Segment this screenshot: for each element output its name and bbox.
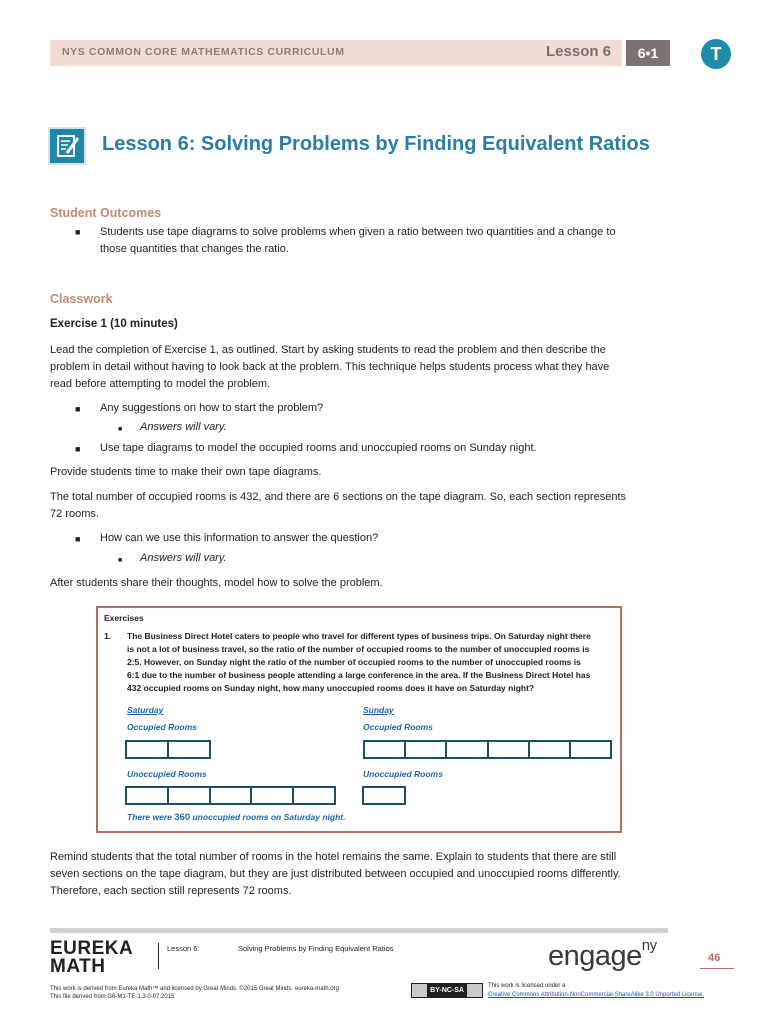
- engageny-logo: [548, 937, 657, 973]
- problem-line: 2:5. However, on Sunday night the ratio of the number of occupied rooms to the number of unoccupied rooms is: [127, 657, 581, 667]
- answer-suffix: unoccupied rooms on Saturday night.: [190, 812, 346, 822]
- sub-bullet-icon: ■: [118, 426, 123, 433]
- problem-line: The Business Direct Hotel caters to people who travel for different types of business trips. On Saturday night there: [127, 631, 591, 641]
- closing-line: Therefore, each section still represents 72 rooms.: [50, 885, 292, 897]
- answer-value: 360: [174, 812, 191, 823]
- tape-section: [169, 742, 209, 757]
- ny-text: ny: [641, 937, 657, 955]
- tape-section: [406, 742, 447, 757]
- sunday-occupied-tape: [363, 740, 612, 759]
- answer-text: Answers will vary.: [140, 552, 227, 564]
- sunday-label: Sunday: [363, 705, 394, 715]
- exercise-heading: Exercise 1 (10 minutes): [50, 318, 178, 330]
- question-text: How can we use this information to answer the question?: [100, 532, 379, 544]
- problem-line: 6:1 due to the number of business people attending a large conference in the area. If the Business Direct Hotel has: [127, 670, 591, 680]
- bullet-icon: ■: [75, 227, 81, 237]
- bullet-icon: ■: [75, 444, 81, 454]
- bullet-icon: ■: [75, 534, 81, 544]
- logo-line: MATH: [50, 956, 106, 977]
- saturday-label: Saturday: [127, 705, 164, 715]
- paragraph-text: The total number of occupied rooms is 432, and there are 6 sections on the tape diagram. So, each section represents: [50, 491, 627, 503]
- credit-line: This work is derived from Eureka Math™ and licensed by Great Minds. ©2015 Great Minds. eureka-math.org: [50, 986, 339, 992]
- tape-section: [447, 742, 488, 757]
- closing-line: Remind students that the total number of rooms in the hotel remains the same. Explain to students that there are still: [50, 851, 617, 863]
- engage-text: engage: [548, 940, 642, 972]
- tape-section: [169, 788, 211, 803]
- module-badge: 6•1: [626, 40, 670, 66]
- cc-license-badge: [411, 983, 483, 998]
- page-number-rule: [700, 968, 734, 969]
- sub-bullet-icon: ■: [118, 557, 123, 564]
- student-outcomes-heading: Student Outcomes: [50, 206, 162, 220]
- tape-section: [571, 742, 610, 757]
- closing-line: seven sections on the tape diagram, but they are just distributed between occupied and unoccupied rooms differently.: [50, 868, 621, 880]
- credit-line: This file derived from G6-M1-TE-1.3.0-07.2015: [50, 994, 175, 1000]
- tape-section: [364, 788, 404, 803]
- tape-section: [489, 742, 530, 757]
- exercises-label: Exercises: [104, 613, 144, 623]
- curriculum-title: NYS COMMON CORE MATHEMATICS CURRICULUM: [62, 46, 345, 58]
- intro-line: problem in detail without having to look back at the problem. This technique helps students process what they have: [50, 361, 610, 373]
- eureka-math-logo: [50, 940, 133, 976]
- tape-section: [530, 742, 571, 757]
- saturday-unoccupied-label: Unoccupied Rooms: [127, 769, 207, 779]
- tape-section: [365, 742, 406, 757]
- sunday-unoccupied-label: Unoccupied Rooms: [363, 769, 443, 779]
- footer-lesson-title: Solving Problems by Finding Equivalent Ratios: [238, 944, 394, 953]
- paragraph-text: After students share their thoughts, model how to solve the problem.: [50, 577, 383, 589]
- footer-divider: [158, 943, 159, 969]
- license-link[interactable]: Creative Commons Attribution-NonCommercial-ShareAlike 3.0 Unported License.: [488, 992, 705, 998]
- tape-section: [252, 788, 294, 803]
- logo-line: EUREKA: [50, 938, 134, 959]
- cc-badge-text: BY-NC-SA: [427, 984, 467, 997]
- outcome-line: Students use tape diagrams to solve problems when given a ratio between two quantities and a change to: [100, 226, 616, 238]
- saturday-occupied-tape: [125, 740, 211, 759]
- intro-line: Lead the completion of Exercise 1, as outlined. Start by asking students to read the problem and then describe the: [50, 344, 606, 356]
- license-line: This work is licensed under a: [488, 983, 566, 989]
- teacher-badge: T: [701, 39, 731, 69]
- classwork-heading: Classwork: [50, 292, 113, 306]
- saturday-occupied-label: Occupied Rooms: [127, 722, 197, 732]
- question-text: Use tape diagrams to model the occupied rooms and unoccupied rooms on Sunday night.: [100, 442, 537, 454]
- tape-section: [127, 742, 169, 757]
- tape-section: [127, 788, 169, 803]
- sunday-unoccupied-tape: [362, 786, 406, 805]
- sunday-occupied-label: Occupied Rooms: [363, 722, 433, 732]
- footer-lesson: Lesson 6:: [167, 944, 200, 953]
- paragraph-text: Provide students time to make their own tape diagrams.: [50, 466, 322, 478]
- answer-prefix: There were: [127, 812, 175, 822]
- problem-line: 432 occupied rooms on Sunday night, how many unoccupied rooms does it have on Saturday night?: [127, 683, 535, 693]
- exercise-number: 1.: [104, 631, 112, 641]
- lesson-title: Lesson 6: Solving Problems by Finding Equivalent Ratios: [102, 133, 650, 155]
- answer-text: Answers will vary.: [140, 421, 227, 433]
- notebook-pencil-icon: [48, 127, 86, 165]
- question-text: Any suggestions on how to start the problem?: [100, 402, 324, 414]
- problem-line: is not a lot of business travel, so the ratio of the number of occupied rooms to the number of unoccupied rooms is: [127, 644, 590, 654]
- saturday-unoccupied-tape: [125, 786, 336, 805]
- outcome-line: those quantities that changes the ratio.: [100, 243, 289, 255]
- tape-section: [294, 788, 334, 803]
- lesson-label: Lesson 6: [546, 43, 612, 60]
- tape-section: [211, 788, 253, 803]
- intro-line: read before attempting to model the problem.: [50, 378, 271, 390]
- page-number: 46: [708, 952, 721, 964]
- bullet-icon: ■: [75, 404, 81, 414]
- footer-rule: [50, 928, 668, 933]
- answer-statement: [127, 812, 345, 823]
- paragraph-text: 72 rooms.: [50, 508, 99, 520]
